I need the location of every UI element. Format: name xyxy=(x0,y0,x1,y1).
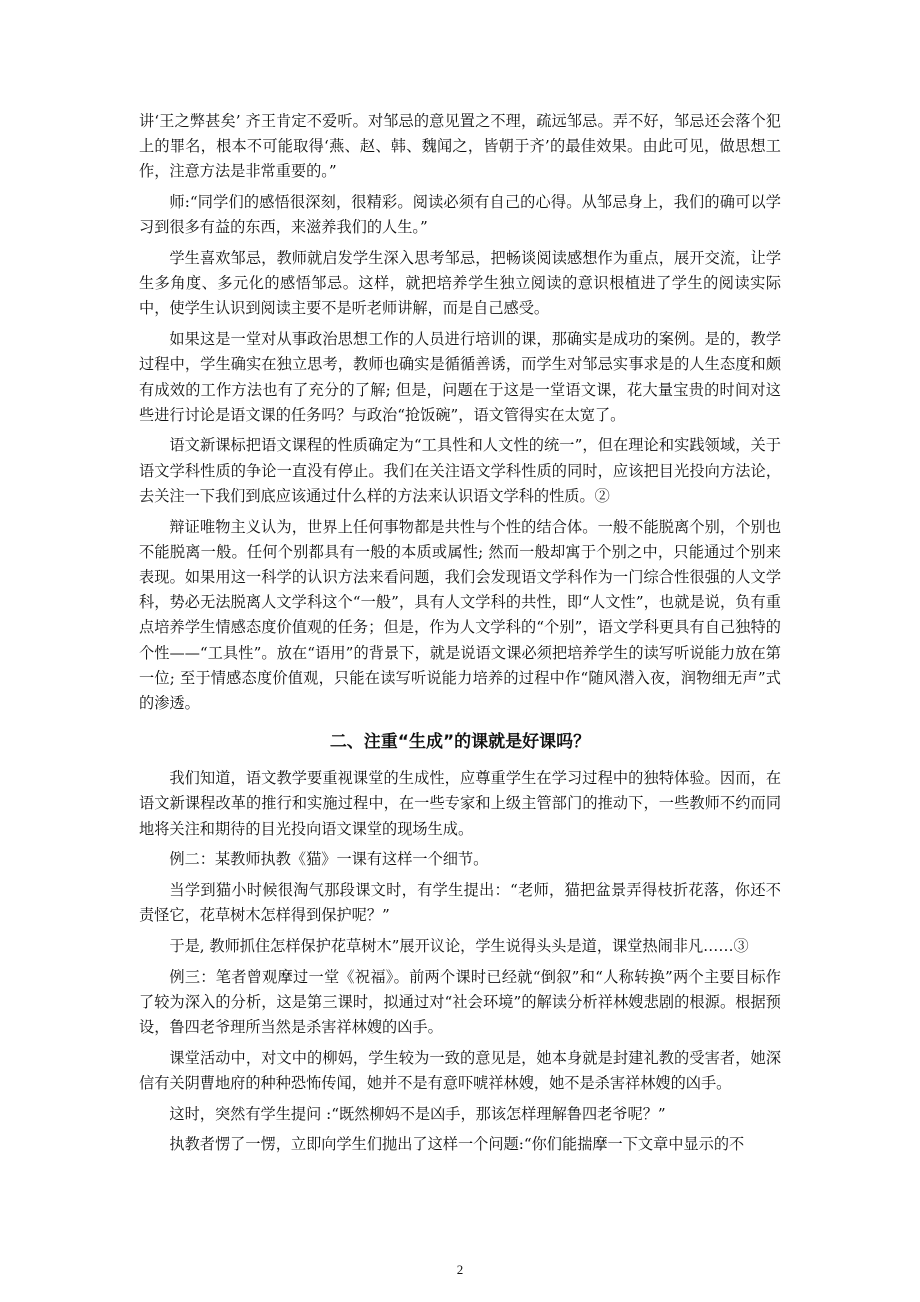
paragraph: 这时，突然有学生提问 :“既然柳妈不是凶手，那该怎样理解鲁四老爷呢？” xyxy=(169,1104,666,1123)
paragraph: 当学到猫小时候很淘气那段课文时，有学生提出：“老师，猫把盆景弄得枝折花落，你还不责怪它，花草树木怎样得到保护呢？” xyxy=(139,880,781,925)
paragraph: 我们知道，语文教学要重视课堂的生成性，应尊重学生在学习过程中的独特体验。因而，在语文新课程改革的推行和实施过程中，在一些专家和上级主管部门的推动下，一些教师不约而同地将关注和期待的目光投向语文课堂的现场生成。 xyxy=(139,769,781,838)
page-body xyxy=(139,109,781,1163)
section-heading: 二、注重“生成”的课就是好课吗？ xyxy=(329,732,591,753)
paragraph-example-label: 例二：某教师执教《猫》一课有这样一个细节。 xyxy=(169,850,489,869)
paragraph: 执教者愣了一愣，立即向学生们抛出了这样一个问题:“你们能揣摩一下文章中显示的不 xyxy=(169,1135,745,1154)
paragraph: 辩证唯物主义认为，世界上任何事物都是共性与个性的结合体。一般不能脱离个别，个别也不能脱离一般。任何个别都具有一般的本质或属性; 然而一般却寓于个别之中，只能通过个别来表现。如果用这一科学的认识方法来看问题，我们会发现语文学科作为一门综合性很强的人文学科，势必无法脱离人文学科这个“一般”，具有人文学科的共性，即“人文性”，也就是说，负有重点培养学生情感态度价值观的任务；但是，作为人文学科的“个别”，语文学科更具有自己独特的个性——“工具性”。放在“语用”的背景下，就是说语文课必须把培养学生的读写听说能力放在第一位; 至于情感态度价值观，只能在读写听说能力培养的过程中作“随风潜入夜，润物细无声”式的渗透。 xyxy=(139,517,781,712)
paragraph: 语文新课标把语文课程的性质确定为“工具性和人文性的统一”，但在理论和实践领域，关于语文学科性质的争论一直没有停止。我们在关注语文学科性质的同时，应该把目光投向方法论，去关注一下我们到底应该通过什么样的方法来认识语文学科的性质。② xyxy=(139,436,781,505)
paragraph: 课堂活动中，对文中的柳妈，学生较为一致的意见是，她本身就是封建礼教的受害者，她深信有关阴曹地府的种种恐怖传闻，她并不是有意吓唬祥林嫂，她不是杀害祥林嫂的凶手。 xyxy=(139,1048,781,1092)
paragraph: 如果这是一堂对从事政治思想工作的人员进行培训的课，那确实是成功的案例。是的，教学过程中，学生确实在独立思考，教师也确实是循循善诱，而学生对邹忌实事求是的人生态度和颇有成效的工作方法也有了充分的了解; 但是，问题在于这是一堂语文课，花大量宝贵的时间对这些进行讨论是语文课的任务吗？与政治“抢饭碗”，语文管得实在太宽了。 xyxy=(139,330,781,424)
paragraph-continued: 讲‘王之弊甚矣’ 齐王肯定不爱听。对邹忌的意见置之不理，疏远邹忌。弄不好，邹忌还会落个犯上的罪名，根本不可能取得‘燕、赵、韩、魏闻之，皆朝于齐’的最佳效果。由此可见，做思想工作，注意方法是非常重要的。” xyxy=(139,112,781,181)
page-number: 2 xyxy=(456,1262,464,1277)
paragraph: 学生喜欢邹忌，教师就启发学生深入思考邹忌，把畅谈阅读感想作为重点，展开交流，让学生多角度、多元化的感悟邹忌。这样，就把培养学生独立阅读的意识根植进了学生的阅读实际中，使学生认识到阅读主要不是听老师讲解，而是自己感受。 xyxy=(139,249,781,318)
paragraph: 例三：笔者曾观摩过一堂《祝福》。前两个课时已经就“倒叙”和“人称转换”两个主要目标作了较为深入的分析，这是第三课时，拟通过对“社会环境”的解读分析祥林嫂悲剧的根源。根据预设，鲁四老爷理所当然是杀害祥林嫂的凶手。 xyxy=(139,967,781,1036)
paragraph-teacher-comment: 师:“同学们的感悟很深刻，很精彩。阅读必须有自己的心得。从邹忌身上，我们的确可以学习到很多有益的东西，来滋养我们的人生。” xyxy=(139,193,781,237)
paragraph: 于是, 教师抓住怎样保护花草树木”展开议论，学生说得头头是道，课堂热闹非凡……③ xyxy=(169,936,749,955)
